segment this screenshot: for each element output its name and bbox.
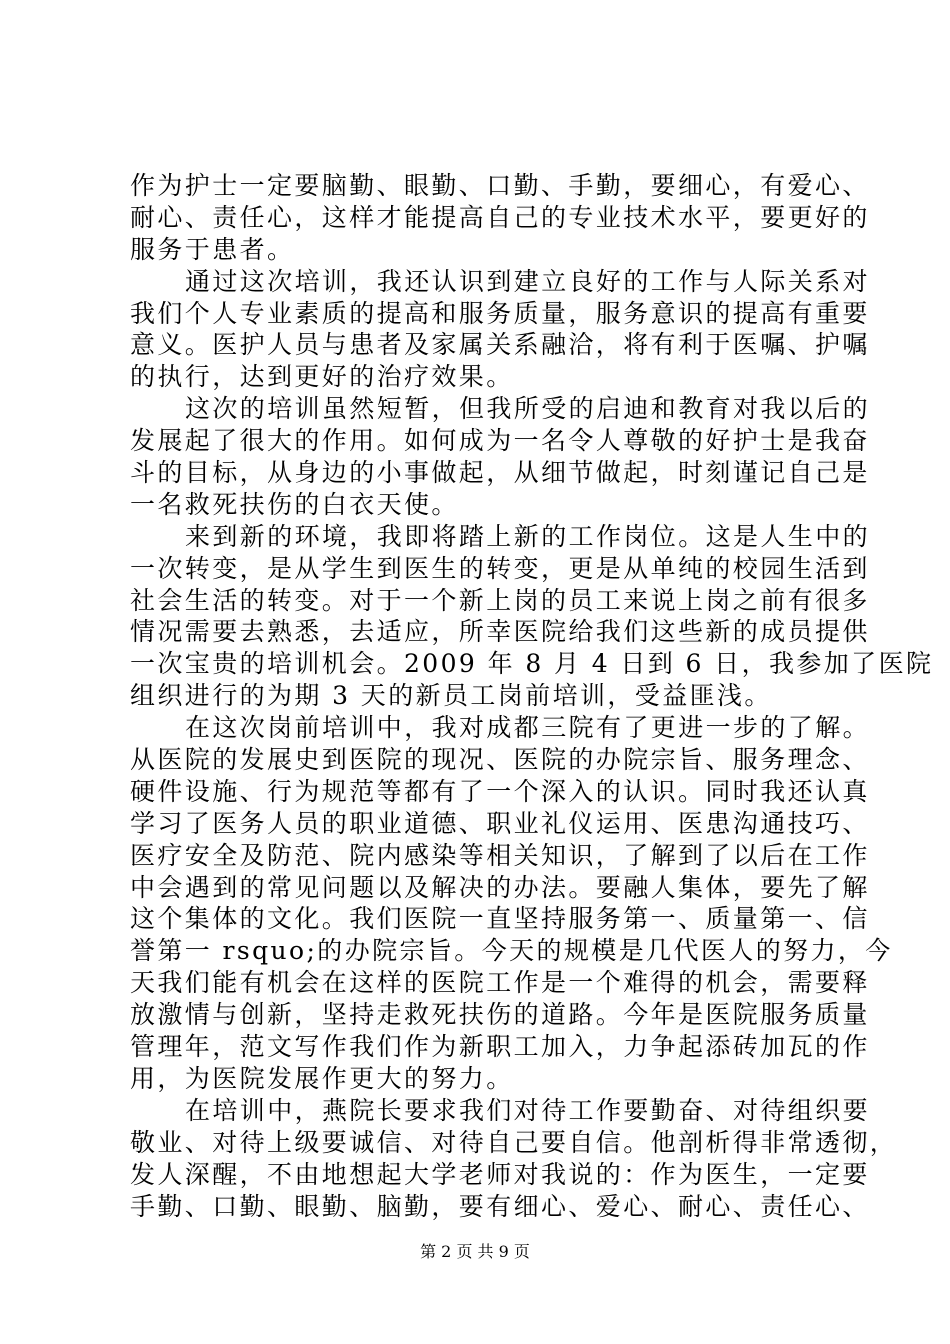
text-line: 耐心、责任心，这样才能提高自己的专业技术水平，要更好的 [130, 202, 870, 232]
text-line: 社会生活的转变。对于一个新上岗的员工来说上岗之前有很多 [130, 585, 870, 615]
text-line: 斗的目标，从身边的小事做起，从细节做起，时刻谨记自己是 [130, 458, 870, 488]
text-line: 一次宝贵的培训机会。2009 年 8 月 4 日到 6 日，我参加了医院 [130, 649, 934, 679]
text-line: 天我们能有机会在这样的医院工作是一个难得的机会，需要释 [130, 968, 870, 998]
text-line: 一次转变，是从学生到医生的转变，更是从单纯的校园生活到 [130, 553, 870, 583]
text-line: 发展起了很大的作用。如何成为一名令人尊敬的好护士是我奋 [130, 426, 870, 456]
paragraph-first-line: 在这次岗前培训中，我对成都三院有了更进一步的了解。 [185, 713, 871, 743]
body-text [130, 170, 934, 1222]
paragraph-first-line: 通过这次培训，我还认识到建立良好的工作与人际关系对 [185, 266, 871, 296]
text-line: 用，为医院发展作更大的努力。 [130, 1063, 514, 1093]
text-line: 手勤、口勤、眼勤、脑勤，要有细心、爱心、耐心、责任心、 [130, 1191, 870, 1221]
paragraph-first-line: 来到新的环境，我即将踏上新的工作岗位。这是人生中的 [185, 521, 871, 551]
text-line: 一名救死扶伤的白衣天使。 [130, 489, 459, 519]
text-line: 誉第一 rsquo;的办院宗旨。今天的规模是几代医人的努力，今 [130, 936, 893, 966]
text-line: 情况需要去熟悉，去适应，所幸医院给我们这些新的成员提供 [130, 617, 870, 647]
text-line: 作为护士一定要脑勤、眼勤、口勤、手勤，要细心，有爱心、 [130, 171, 870, 200]
text-line: 我们个人专业素质的提高和服务质量，服务意识的提高有重要 [130, 298, 870, 328]
text-line: 放激情与创新，坚持走救死扶伤的道路。今年是医院服务质量 [130, 1000, 870, 1030]
text-line: 硬件设施、行为规范等都有了一个深入的认识。同时我还认真 [130, 776, 870, 806]
text-line: 组织进行的为期 3 天的新员工岗前培训，受益匪浅。 [130, 681, 772, 711]
text-line: 医疗安全及防范、院内感染等相关知识，了解到了以后在工作 [130, 840, 870, 870]
paragraph-first-line: 在培训中，燕院长要求我们对待工作要勤奋、对待组织要 [185, 1095, 871, 1125]
paragraph-first-line: 这次的培训虽然短暂，但我所受的启迪和教育对我以后的 [185, 394, 871, 424]
page-number-footer: 第 2 页 共 9 页 [420, 1242, 530, 1261]
text-line: 这个集体的文化。我们医院一直坚持服务第一、质量第一、信 [130, 904, 870, 934]
text-line: 敬业、对待上级要诚信、对待自己要自信。他剖析得非常透彻， [130, 1127, 898, 1157]
text-line: 学习了医务人员的职业道德、职业礼仪运用、医患沟通技巧、 [130, 808, 870, 838]
text-line: 服务于患者。 [130, 234, 295, 264]
text-line: 中会遇到的常见问题以及解决的办法。要融人集体，要先了解 [130, 872, 870, 902]
text-line: 从医院的发展史到医院的现况、医院的办院宗旨、服务理念、 [130, 745, 870, 775]
text-line: 管理年，范文写作我们作为新职工加入，力争起添砖加瓦的作 [130, 1032, 870, 1062]
text-line: 的执行，达到更好的治疗效果。 [130, 362, 514, 392]
text-line: 发人深醒，不由地想起大学老师对我说的：作为医生，一定要 [130, 1159, 870, 1189]
text-line: 意义。医护人员与患者及家属关系融洽，将有利于医嘱、护嘱 [130, 330, 870, 360]
